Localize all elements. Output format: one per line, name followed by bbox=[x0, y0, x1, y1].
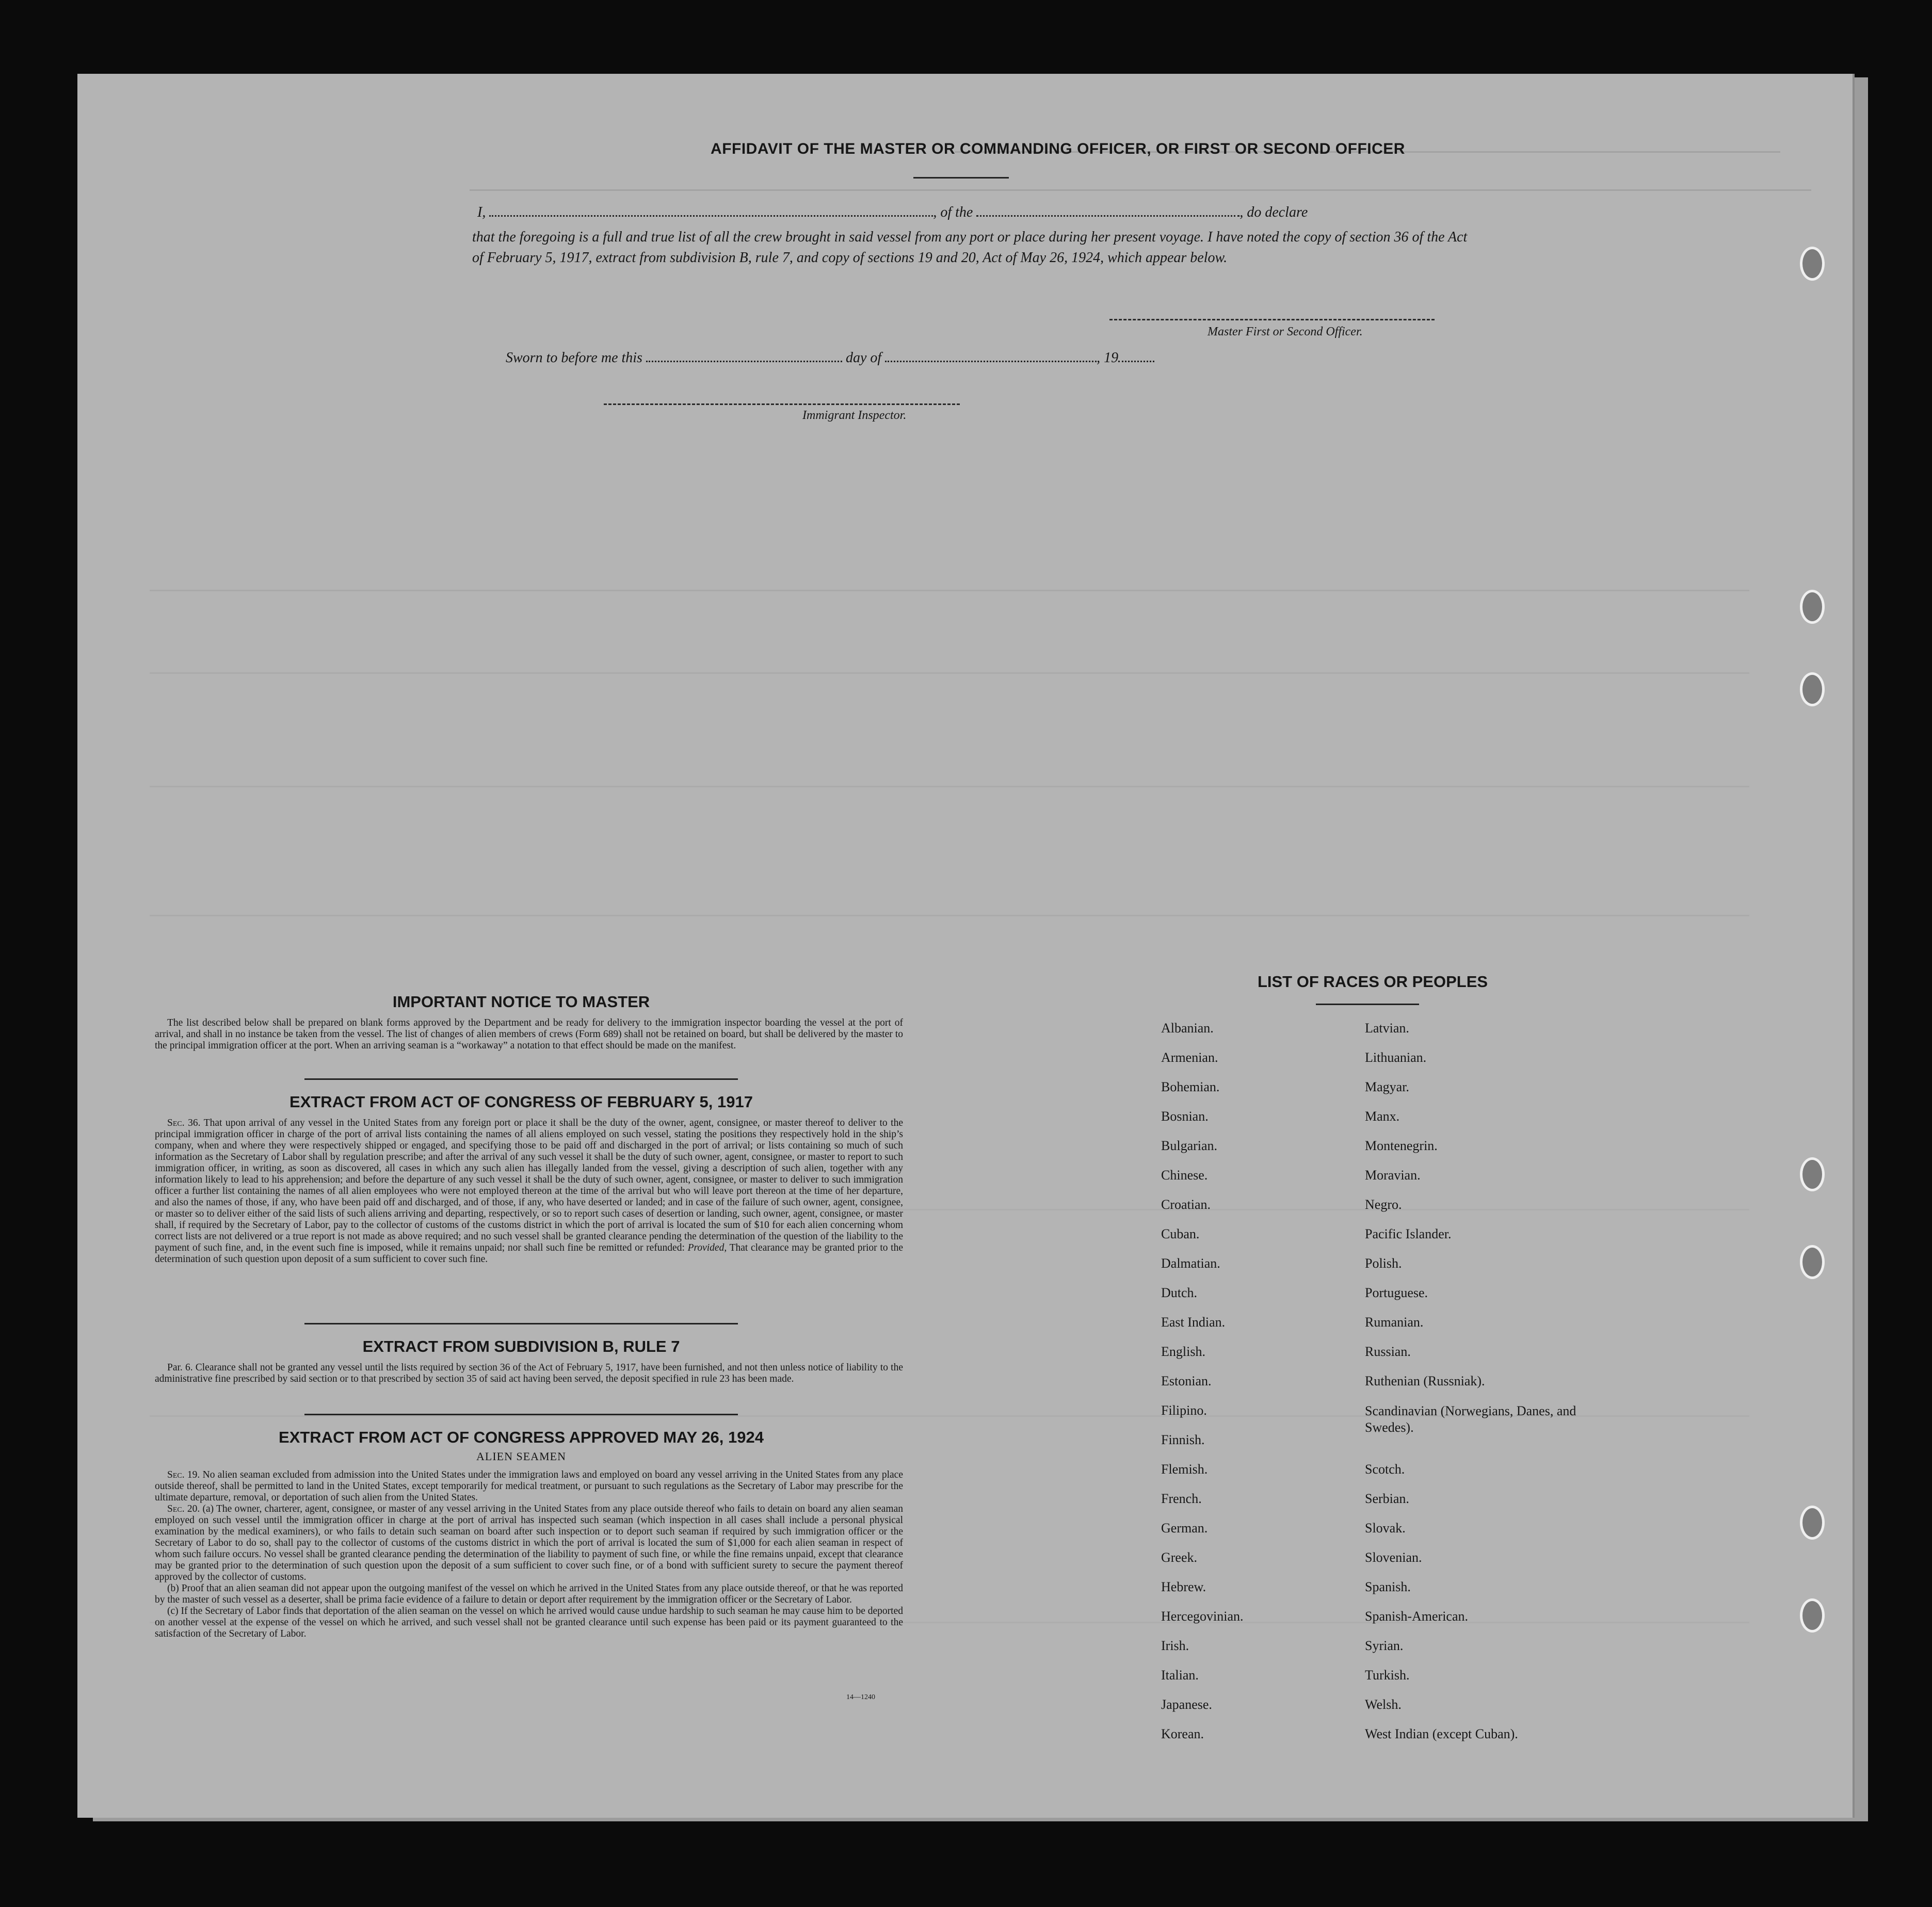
race-item: Turkish. bbox=[1365, 1668, 1410, 1683]
year-blank bbox=[1118, 361, 1154, 362]
race-item: English. bbox=[1161, 1344, 1205, 1359]
race-item: Bulgarian. bbox=[1161, 1138, 1218, 1153]
race-item: Japanese. bbox=[1161, 1697, 1212, 1712]
race-item: Slovak. bbox=[1365, 1521, 1406, 1536]
race-item: Chinese. bbox=[1161, 1168, 1208, 1183]
provided-text: Provided, bbox=[687, 1242, 727, 1253]
sec-20b-text: (b) Proof that an alien seaman did not appear upon the outgoing manifest of the vessel on which he arrived in the United States from any place outside thereof, or that he was reported by the master of such vessel as a deserter, shall be prima facie evidence of a failure to detain or deport after requirement by the immigration officer or the Secretary of Labor. bbox=[155, 1583, 903, 1605]
race-item: Korean. bbox=[1161, 1726, 1204, 1741]
race-item: Cuban. bbox=[1161, 1226, 1200, 1241]
master-signature-label: Master First or Second Officer. bbox=[1208, 325, 1363, 338]
title-underline bbox=[913, 177, 1009, 179]
race-item: East Indian. bbox=[1161, 1315, 1226, 1330]
punch-hole bbox=[1800, 1245, 1825, 1279]
master-signature-line bbox=[1109, 319, 1435, 320]
extract-1924-text bbox=[155, 1469, 903, 1640]
race-item: Filipino. bbox=[1161, 1403, 1207, 1418]
race-item: Estonian. bbox=[1161, 1373, 1212, 1388]
race-item: Ruthenian (Russniak). bbox=[1365, 1373, 1485, 1388]
sworn-text: Sworn to before me this bbox=[506, 350, 642, 366]
punch-hole bbox=[1800, 1157, 1825, 1191]
race-item: Syrian. bbox=[1365, 1638, 1404, 1653]
affidavit-title: AFFIDAVIT OF THE MASTER OR COMMANDING OFFICER, OR FIRST OR SECOND OFFICER bbox=[711, 140, 1405, 157]
race-item: Albanian. bbox=[1161, 1021, 1214, 1036]
section-divider bbox=[304, 1323, 738, 1324]
bleed-through-line bbox=[470, 189, 1811, 191]
race-item: Bohemian. bbox=[1161, 1079, 1220, 1094]
race-item: Armenian. bbox=[1161, 1050, 1218, 1065]
punch-hole bbox=[1800, 1506, 1825, 1540]
sec-19-label: Sec. 19. bbox=[167, 1469, 200, 1480]
sec-36-text: That upon arrival of any vessel in the United States from any foreign port or place it shall be the duty of the owner, agent, consignee, or master thereof to deliver to the principal immigration officer in charge of the port of arrival lists containing the names of all aliens employed on such vessel, stating the positions they respectively hold in the ship’s company, when and where they were respectively shipped or engaged, and specifying those to be paid off and discharged in the port of arrival; or lists containing so much of such information as the Secretary of Labor shall by regulation prescribe; and after the arrival of any such vessel it shall be the duty of such owner, agent, consignee, or master to report to such immigration officer, in writing, as soon as discovered, all cases in which any such alien has illegally landed from the vessel, giving a description of such alien, together with any information likely to lead to his apprehension; and before the departure of any such vessel it shall be the duty of such owner, agent, consignee, or master to deliver to such immigration officer a further list containing the names of all alien employees who were not employed thereon at the time of the arrival but who will leave port thereon at the time of her departure, and also the names of those, if any, who have been paid off and discharged, and of those, if any, who have deserted or landed; and in case of the failure of such owner, agent, consignee, or master so to deliver either of the said lists of such aliens arriving and departing, respectively, or so to report such cases of desertion or landing, such owner, agent, consignee, or master shall, if required by the Secretary of Labor, pay to the collector of customs of the customs district in which the port of arrival is located the sum of $10 for each alien concerning whom correct lists are not delivered or a true report is not made as above required; and no such vessel shall be granted clearance pending the determination of the question of the liability to the payment of such fine, and, in the event such fine is imposed, while it remains unpaid; nor shall such fine be remitted or refunded: bbox=[155, 1118, 903, 1253]
punch-hole bbox=[1800, 247, 1825, 281]
races-title: LIST OF RACES OR PEOPLES bbox=[1257, 973, 1488, 991]
race-item: Scandinavian (Norwegians, Danes, and Swedes). bbox=[1365, 1403, 1576, 1435]
race-item: Dalmatian. bbox=[1161, 1256, 1220, 1271]
section-divider bbox=[304, 1078, 738, 1080]
race-item: German. bbox=[1161, 1521, 1208, 1536]
race-item: Italian. bbox=[1161, 1668, 1199, 1683]
sec-36-label: Sec. 36. bbox=[167, 1118, 201, 1128]
affidavit-of-the: , of the bbox=[933, 204, 973, 220]
punch-hole bbox=[1800, 590, 1825, 624]
notice-title: IMPORTANT NOTICE TO MASTER bbox=[392, 993, 650, 1011]
race-item: Spanish-American. bbox=[1365, 1609, 1469, 1624]
bleed-through-line bbox=[150, 590, 1749, 591]
race-item: Irish. bbox=[1161, 1638, 1189, 1653]
race-item: Hercegovinian. bbox=[1161, 1609, 1244, 1624]
race-item: French. bbox=[1161, 1491, 1202, 1506]
race-item: Portuguese. bbox=[1365, 1285, 1428, 1300]
sworn-line bbox=[506, 350, 1228, 366]
day-blank bbox=[646, 361, 842, 362]
affidavit-i: I, bbox=[477, 204, 486, 220]
race-item: Finnish. bbox=[1161, 1432, 1205, 1447]
day-of-text: day of bbox=[845, 350, 882, 366]
race-item: Scotch. bbox=[1365, 1462, 1405, 1477]
extract-1917-text bbox=[155, 1118, 903, 1265]
year-text: , 19 bbox=[1097, 350, 1119, 366]
race-item: Serbian. bbox=[1365, 1491, 1409, 1506]
alien-seamen-subtitle: ALIEN SEAMEN bbox=[476, 1450, 566, 1463]
race-item: Montenegrin. bbox=[1365, 1138, 1438, 1153]
form-number: 14—1240 bbox=[846, 1693, 875, 1701]
race-item: Dutch. bbox=[1161, 1285, 1198, 1300]
race-item: Hebrew. bbox=[1161, 1579, 1206, 1594]
extract-rule7-text bbox=[155, 1362, 903, 1385]
punch-hole bbox=[1800, 1598, 1825, 1633]
affidavit-body: that the foregoing is a full and true list of all the crew brought in said vessel from any port or place during her present voyage. I have noted the copy of section 36 of the Act of February 5, 1917, extract from subdivision B, rule 7, and copy of sections 19 and 20, Act of May 26, 1924, which appear below. bbox=[472, 229, 1468, 266]
section-divider bbox=[304, 1414, 738, 1415]
bleed-through-line bbox=[150, 786, 1749, 787]
races-title-underline bbox=[1316, 1004, 1419, 1005]
race-item: Polish. bbox=[1365, 1256, 1402, 1271]
race-item: Negro. bbox=[1365, 1197, 1402, 1212]
affidavit-declaration-line bbox=[477, 204, 1473, 221]
notice-paragraph: The list described below shall be prepared on blank forms approved by the Department and be ready for delivery to the immigration inspector boarding the vessel at the port of arrival, and shall in no instance be taken from the vessel. The list of changes of alien members of crews (Form 689) shall not be retained on board, but shall be delivered by the master to the principal immigration officer at the port. When an arriving seaman is a “workaway” a notation to that effect should be made on the manifest. bbox=[155, 1017, 903, 1051]
race-item: West Indian (except Cuban). bbox=[1365, 1726, 1518, 1741]
sec-20-label: Sec. 20. bbox=[167, 1504, 200, 1514]
race-item: Slovenian. bbox=[1365, 1550, 1422, 1565]
extract-rule7-title: EXTRACT FROM SUBDIVISION B, RULE 7 bbox=[362, 1337, 680, 1355]
sec-20c-text: (c) If the Secretary of Labor finds that deportation of the alien seaman on the vessel on which he arrived would cause undue hardship to such seaman he may cause him to be deported on another vessel at the expense of the vessel on which he arrived, and such vessel shall not be granted clearance until such expense has been paid or its payment guaranteed to the satisfaction of the Secretary of Labor. bbox=[155, 1606, 903, 1639]
sec-19-text: No alien seaman excluded from admission into the United States under the immigration laws and employed on board any vessel arriving in the United States from any place outside thereof, shall be permitted to land in the United States, except temporarily for medical treatment, or pursuant to such regulations as the Secretary of Labor may prescribe for the ultimate departure, removal, or deportation of such alien from the United States. bbox=[155, 1469, 903, 1503]
race-item: Moravian. bbox=[1365, 1168, 1421, 1183]
race-item: Russian. bbox=[1365, 1344, 1411, 1359]
extract-1924-title: EXTRACT FROM ACT OF CONGRESS APPROVED MAY 26, 1924 bbox=[279, 1428, 764, 1446]
race-item: Welsh. bbox=[1365, 1697, 1402, 1712]
inspector-signature-label: Immigrant Inspector. bbox=[802, 409, 907, 422]
punch-hole bbox=[1800, 672, 1825, 706]
race-item: Greek. bbox=[1161, 1550, 1198, 1565]
race-item: Spanish. bbox=[1365, 1579, 1411, 1594]
par-6-text: Par. 6. Clearance shall not be granted any vessel until the lists required by section 36 of the Act of February 5, 1917, have been furnished, and not then unless notice of liability to the administrative fine prescribed by said section or to that prescribed by section 35 of said act having been served, the deposit specified in rule 23 has been made. bbox=[155, 1362, 903, 1384]
race-item: Manx. bbox=[1365, 1109, 1400, 1124]
race-item: Bosnian. bbox=[1161, 1109, 1209, 1124]
race-item: Lithuanian. bbox=[1365, 1050, 1427, 1065]
race-item: Pacific Islander. bbox=[1365, 1226, 1452, 1241]
affidavit-do-declare: , do declare bbox=[1239, 204, 1308, 220]
race-item: Latvian. bbox=[1365, 1021, 1409, 1036]
race-item: Rumanian. bbox=[1365, 1315, 1424, 1330]
bleed-through-line bbox=[150, 915, 1749, 916]
sec-36-text-end: That clearance may be granted prior to the determination of such question upon deposit of a sum sufficient to cover such fine. bbox=[155, 1242, 904, 1265]
race-item: Magyar. bbox=[1365, 1079, 1409, 1094]
inspector-signature-line bbox=[604, 403, 960, 405]
vessel-blank bbox=[976, 215, 1239, 217]
race-item: Croatian. bbox=[1161, 1197, 1211, 1212]
month-blank bbox=[885, 361, 1097, 362]
extract-1917-title: EXTRACT FROM ACT OF CONGRESS OF FEBRUARY 5, 1917 bbox=[289, 1093, 753, 1111]
race-item: Flemish. bbox=[1161, 1462, 1208, 1477]
bleed-through-line bbox=[150, 672, 1749, 674]
notice-text bbox=[155, 1017, 903, 1052]
name-blank bbox=[489, 215, 933, 217]
sec-20a-text: (a) The owner, charterer, agent, consignee, or master of any vessel arriving in the United States from any place outside thereof who fails to detain on board any alien seaman employed on such vessel until the immigration officer in charge at the port of arrival has inspected such seaman (which inspection in all cases shall include a personal physical examination by the medical examiners), or who fails to detain such seaman on board after such inspection or to deport such seaman if required by such immigration officer or the Secretary of Labor to do so, shall pay to the collector of customs of the customs district in which the port of arrival is located the sum of $1,000 for each alien seaman in respect of whom such failure occurs. No vessel shall be granted clearance pending the determination of the liability to payment of such fine, or while the fine remains unpaid, except that clearance may be granted prior to the determination of such question upon the deposit of a sum sufficient to cover such fine, or of a bond with sufficient surety to secure the payment thereof approved by the collector of customs. bbox=[155, 1504, 904, 1582]
